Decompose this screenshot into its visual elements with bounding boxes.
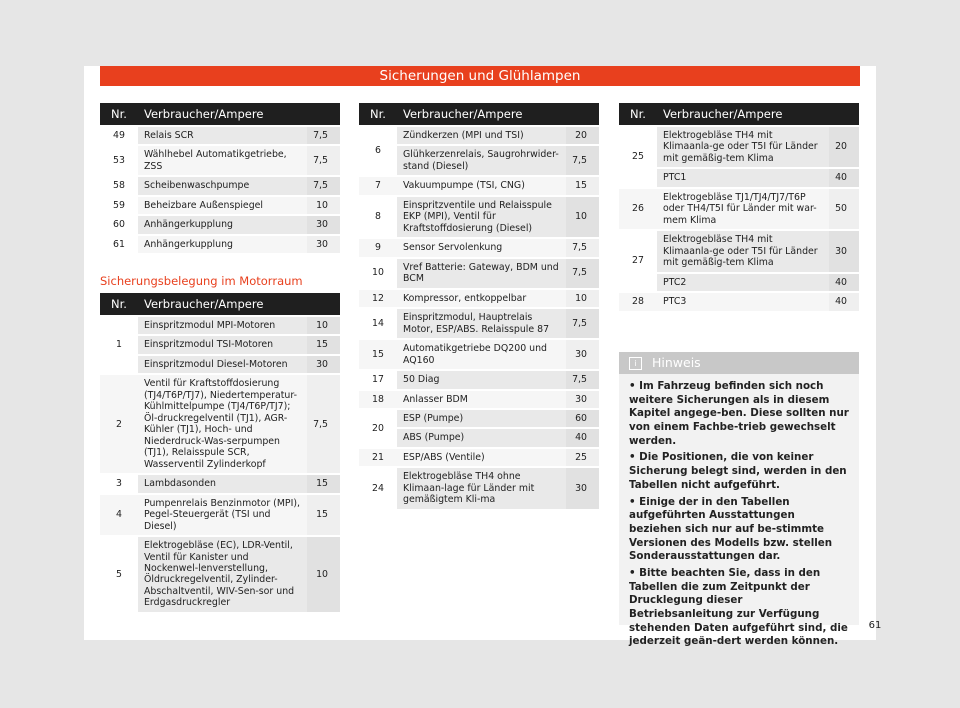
fuse-number: 4 <box>100 495 138 535</box>
page-header: Sicherungen und Glühlampen <box>100 66 860 86</box>
fuse-number: 28 <box>619 293 657 310</box>
fuse-number: 12 <box>359 290 397 307</box>
page-number: 61 <box>868 620 882 631</box>
fuse-ampere: 30 <box>566 340 599 369</box>
table-header-row <box>619 103 859 125</box>
fuse-description: PTC2 <box>657 274 829 291</box>
fuse-ampere: 30 <box>307 236 340 253</box>
table-header-row <box>100 293 340 315</box>
table-header-row <box>100 103 340 125</box>
note-text: Einige der in den Tabellen aufgeführten Ausstattungen beziehen sich nur auf be-stimmte Versionen des Modells bzw. stellen Sonderausstattungen dar. <box>629 495 833 563</box>
fuse-number: 17 <box>359 371 397 388</box>
note-item <box>629 496 849 564</box>
fuse-number: 59 <box>113 199 125 211</box>
fuse-description: Beheizbare Außenspiegel <box>138 197 307 214</box>
table-row <box>359 259 599 288</box>
fuse-number: 14 <box>359 309 397 338</box>
fuse-number: 27 <box>619 231 657 291</box>
bullet: • <box>629 451 640 464</box>
table-row <box>100 177 340 194</box>
section-title: Sicherungsbelegung im Motorraum <box>100 274 303 288</box>
table-row <box>359 127 599 144</box>
column-3 <box>619 101 859 313</box>
fuse-description: Wählhebel Automatikgetriebe, ZSS <box>138 146 307 175</box>
fuse-number: 2 <box>100 375 138 473</box>
table-row <box>359 449 599 466</box>
fuse-description: Anhängerkupplung <box>138 216 307 233</box>
fuse-ampere: 25 <box>566 449 599 466</box>
fuse-ampere: 15 <box>566 177 599 194</box>
fuse-number: 26 <box>619 189 657 229</box>
bullet: • <box>629 380 640 392</box>
table-row <box>100 216 340 233</box>
fuse-ampere: 7,5 <box>566 259 599 288</box>
fuse-number: 53 <box>113 155 125 167</box>
fuse-number: 24 <box>359 468 397 508</box>
table-row <box>359 239 599 256</box>
fuse-description: Elektrogebläse TJ1/TJ4/TJ7/T6P oder TH4/T5I für Länder mit war-mem Klima <box>657 189 829 229</box>
fuse-number: 49 <box>113 130 125 141</box>
fuse-ampere: 7,5 <box>307 177 340 194</box>
table-row <box>100 495 340 535</box>
fuse-number: 25 <box>619 127 657 187</box>
fuse-ampere: 40 <box>566 429 599 446</box>
table-row <box>100 127 340 144</box>
header-consumer: Verbraucher/Ampere <box>138 293 340 315</box>
bullet: • <box>629 566 640 579</box>
info-icon: i <box>629 357 642 370</box>
fuse-description: Einspritzmodul MPI-Motoren <box>138 317 307 334</box>
fuse-ampere: 15 <box>307 336 340 353</box>
fuse-ampere: 7,5 <box>566 239 599 256</box>
column-1b <box>100 291 340 614</box>
fuse-number: 8 <box>359 197 397 237</box>
table-row <box>359 197 599 237</box>
fuse-description: Elektrogebläse TH4 mit Klimaanla-ge oder T5I für Länder mit gemäßig-tem Klima <box>657 127 829 167</box>
fuse-description: Einspritzmodul TSI-Motoren <box>138 336 307 353</box>
fuse-ampere: 30 <box>307 356 340 373</box>
bullet: • <box>629 495 640 508</box>
fuse-description: Kompressor, entkoppelbar <box>397 290 566 307</box>
column-2 <box>359 101 599 511</box>
note-text: Im Fahrzeug befinden sich noch weitere Sicherungen als in diesem Kapitel angege-ben. Diese sollten nur von einem Fachbe-trieb gewechselt werden. <box>629 380 849 447</box>
note-item <box>629 451 849 492</box>
fuse-description: ESP/ABS (Ventile) <box>397 449 566 466</box>
fuse-description: Einspritzventile und Relaisspule EKP (MPI), Ventil für Kraftstoffdosierung (Diesel) <box>397 197 566 237</box>
table-row <box>100 475 340 492</box>
fuse-ampere: 7,5 <box>307 146 340 175</box>
fuse-table-2 <box>100 291 340 614</box>
table-row <box>100 375 340 473</box>
fuse-description: ABS (Pumpe) <box>397 429 566 446</box>
fuse-description: Ventil für Kraftstoffdosierung (TJ4/T6P/TJ7), Niedertemperatur-Kühlmittelpumpe (TJ4/T6P/TJ7); Öl-druckregelventil (TJ1), AGR-Kühler (TJ1), Hoch- und Niederdruck-Was-serpumpen (TJ1), Relaisspule SCR, Wasserventil Zylinderkopf <box>138 375 307 473</box>
table-row <box>100 236 340 253</box>
fuse-ampere: 20 <box>829 127 859 167</box>
header-nr: Nr. <box>100 103 138 125</box>
fuse-description: PTC1 <box>657 169 829 186</box>
header-consumer: Verbraucher/Ampere <box>397 103 599 125</box>
table-row <box>100 146 340 175</box>
note-text: Die Positionen, die von keiner Sicherung belegt sind, werden in den Tabellen nicht aufgeführt. <box>629 451 847 491</box>
fuse-ampere: 10 <box>307 197 340 214</box>
fuse-description: Einspritzmodul Diesel-Motoren <box>138 356 307 373</box>
table-row <box>100 317 340 334</box>
fuse-ampere: 50 <box>829 189 859 229</box>
note-text: Bitte beachten Sie, dass in den Tabellen die zum Zeitpunkt der Drucklegung dieser Betriebsanleitung zur Verfügung stehenden Daten aufgeführt sind, die jederzeit geän-dert werden können. <box>629 566 848 648</box>
fuse-description: Automatikgetriebe DQ200 und AQ160 <box>397 340 566 369</box>
fuse-number: 1 <box>100 317 138 373</box>
fuse-number: 15 <box>359 340 397 369</box>
header-consumer: Verbraucher/Ampere <box>657 103 859 125</box>
fuse-table-1 <box>100 101 340 255</box>
fuse-description: Anhängerkupplung <box>138 236 307 253</box>
table-row <box>359 290 599 307</box>
fuse-ampere: 40 <box>829 274 859 291</box>
table-header-row <box>359 103 599 125</box>
fuse-description: Anlasser BDM <box>397 391 566 408</box>
fuse-number: 61 <box>113 238 125 250</box>
fuse-description: Elektrogebläse TH4 mit Klimaanla-ge oder T5I für Länder mit gemäßig-tem Klima <box>657 231 829 271</box>
fuse-ampere: 7,5 <box>307 127 340 144</box>
fuse-number: 21 <box>359 449 397 466</box>
fuse-description: Sensor Servolenkung <box>397 239 566 256</box>
fuse-table-4 <box>619 101 859 313</box>
fuse-table-3 <box>359 101 599 511</box>
fuse-ampere: 7,5 <box>566 371 599 388</box>
fuse-number: 7 <box>359 177 397 194</box>
note-title: Hinweis <box>652 355 701 370</box>
header-nr: Nr. <box>619 103 657 125</box>
fuse-number: 20 <box>359 410 397 447</box>
table-row <box>359 468 599 508</box>
fuse-ampere: 30 <box>566 468 599 508</box>
fuse-ampere: 20 <box>566 127 599 144</box>
table-row <box>359 340 599 369</box>
fuse-ampere: 40 <box>829 293 859 310</box>
fuse-ampere: 40 <box>829 169 859 186</box>
fuse-number: 5 <box>100 537 138 612</box>
note-item <box>629 380 849 448</box>
note-box <box>619 352 859 648</box>
fuse-number: 9 <box>359 239 397 256</box>
fuse-description: Relais SCR <box>138 127 307 144</box>
fuse-ampere: 7,5 <box>566 146 599 175</box>
fuse-description: Pumpenrelais Benzinmotor (MPI), Pegel-Steuergerät (TSI und Diesel) <box>138 495 307 535</box>
fuse-ampere: 10 <box>307 317 340 334</box>
fuse-ampere: 7,5 <box>307 375 340 473</box>
fuse-ampere: 10 <box>307 537 340 612</box>
table-row <box>619 231 859 271</box>
fuse-description: Einspritzmodul, Hauptrelais Motor, ESP/ABS. Relaisspule 87 <box>397 309 566 338</box>
note-body <box>619 374 859 649</box>
fuse-description: Vakuumpumpe (TSI, CNG) <box>397 177 566 194</box>
fuse-number: 58 <box>113 180 125 192</box>
fuse-ampere: 60 <box>566 410 599 427</box>
table-row <box>359 177 599 194</box>
table-row <box>359 309 599 338</box>
fuse-number: 60 <box>113 219 125 231</box>
fuse-description: PTC3 <box>657 293 829 310</box>
table-row <box>100 537 340 612</box>
fuse-ampere: 30 <box>829 231 859 271</box>
fuse-ampere: 15 <box>307 495 340 535</box>
fuse-number: 10 <box>359 259 397 288</box>
fuse-number: 3 <box>100 475 138 492</box>
table-row <box>100 197 340 214</box>
fuse-ampere: 30 <box>307 216 340 233</box>
fuse-ampere: 10 <box>566 290 599 307</box>
fuse-ampere: 30 <box>566 391 599 408</box>
header-nr: Nr. <box>359 103 397 125</box>
table-row <box>619 293 859 310</box>
fuse-ampere: 10 <box>566 197 599 237</box>
fuse-description: Vref Batterie: Gateway, BDM und BCM <box>397 259 566 288</box>
column-1 <box>100 101 340 255</box>
header-nr: Nr. <box>100 293 138 315</box>
fuse-description: Lambdasonden <box>138 475 307 492</box>
note-item <box>629 567 849 649</box>
fuse-description: Elektrogebläse (EC), LDR-Ventil, Ventil für Kanister und Nockenwel-lenverstellung, Öldruckregelventil, Zylinder-Abschaltventil, WIV-Sen-sor und Erdgasdruckregler <box>138 537 307 612</box>
fuse-description: Scheibenwaschpumpe <box>138 177 307 194</box>
fuse-number: 18 <box>359 391 397 408</box>
table-row <box>619 127 859 167</box>
fuse-description: Zündkerzen (MPI und TSI) <box>397 127 566 144</box>
note-header <box>619 352 859 374</box>
fuse-description: Glühkerzenrelais, Saugrohrwider-stand (Diesel) <box>397 146 566 175</box>
fuse-number: 6 <box>359 127 397 175</box>
fuse-description: ESP (Pumpe) <box>397 410 566 427</box>
table-row <box>359 410 599 427</box>
table-row <box>359 371 599 388</box>
fuse-ampere: 7,5 <box>566 309 599 338</box>
fuse-ampere: 15 <box>307 475 340 492</box>
table-row <box>359 391 599 408</box>
header-consumer: Verbraucher/Ampere <box>138 103 340 125</box>
fuse-description: 50 Diag <box>397 371 566 388</box>
fuse-description: Elektrogebläse TH4 ohne Klimaan-lage für Länder mit gemäßigtem Kli-ma <box>397 468 566 508</box>
table-row <box>619 189 859 229</box>
